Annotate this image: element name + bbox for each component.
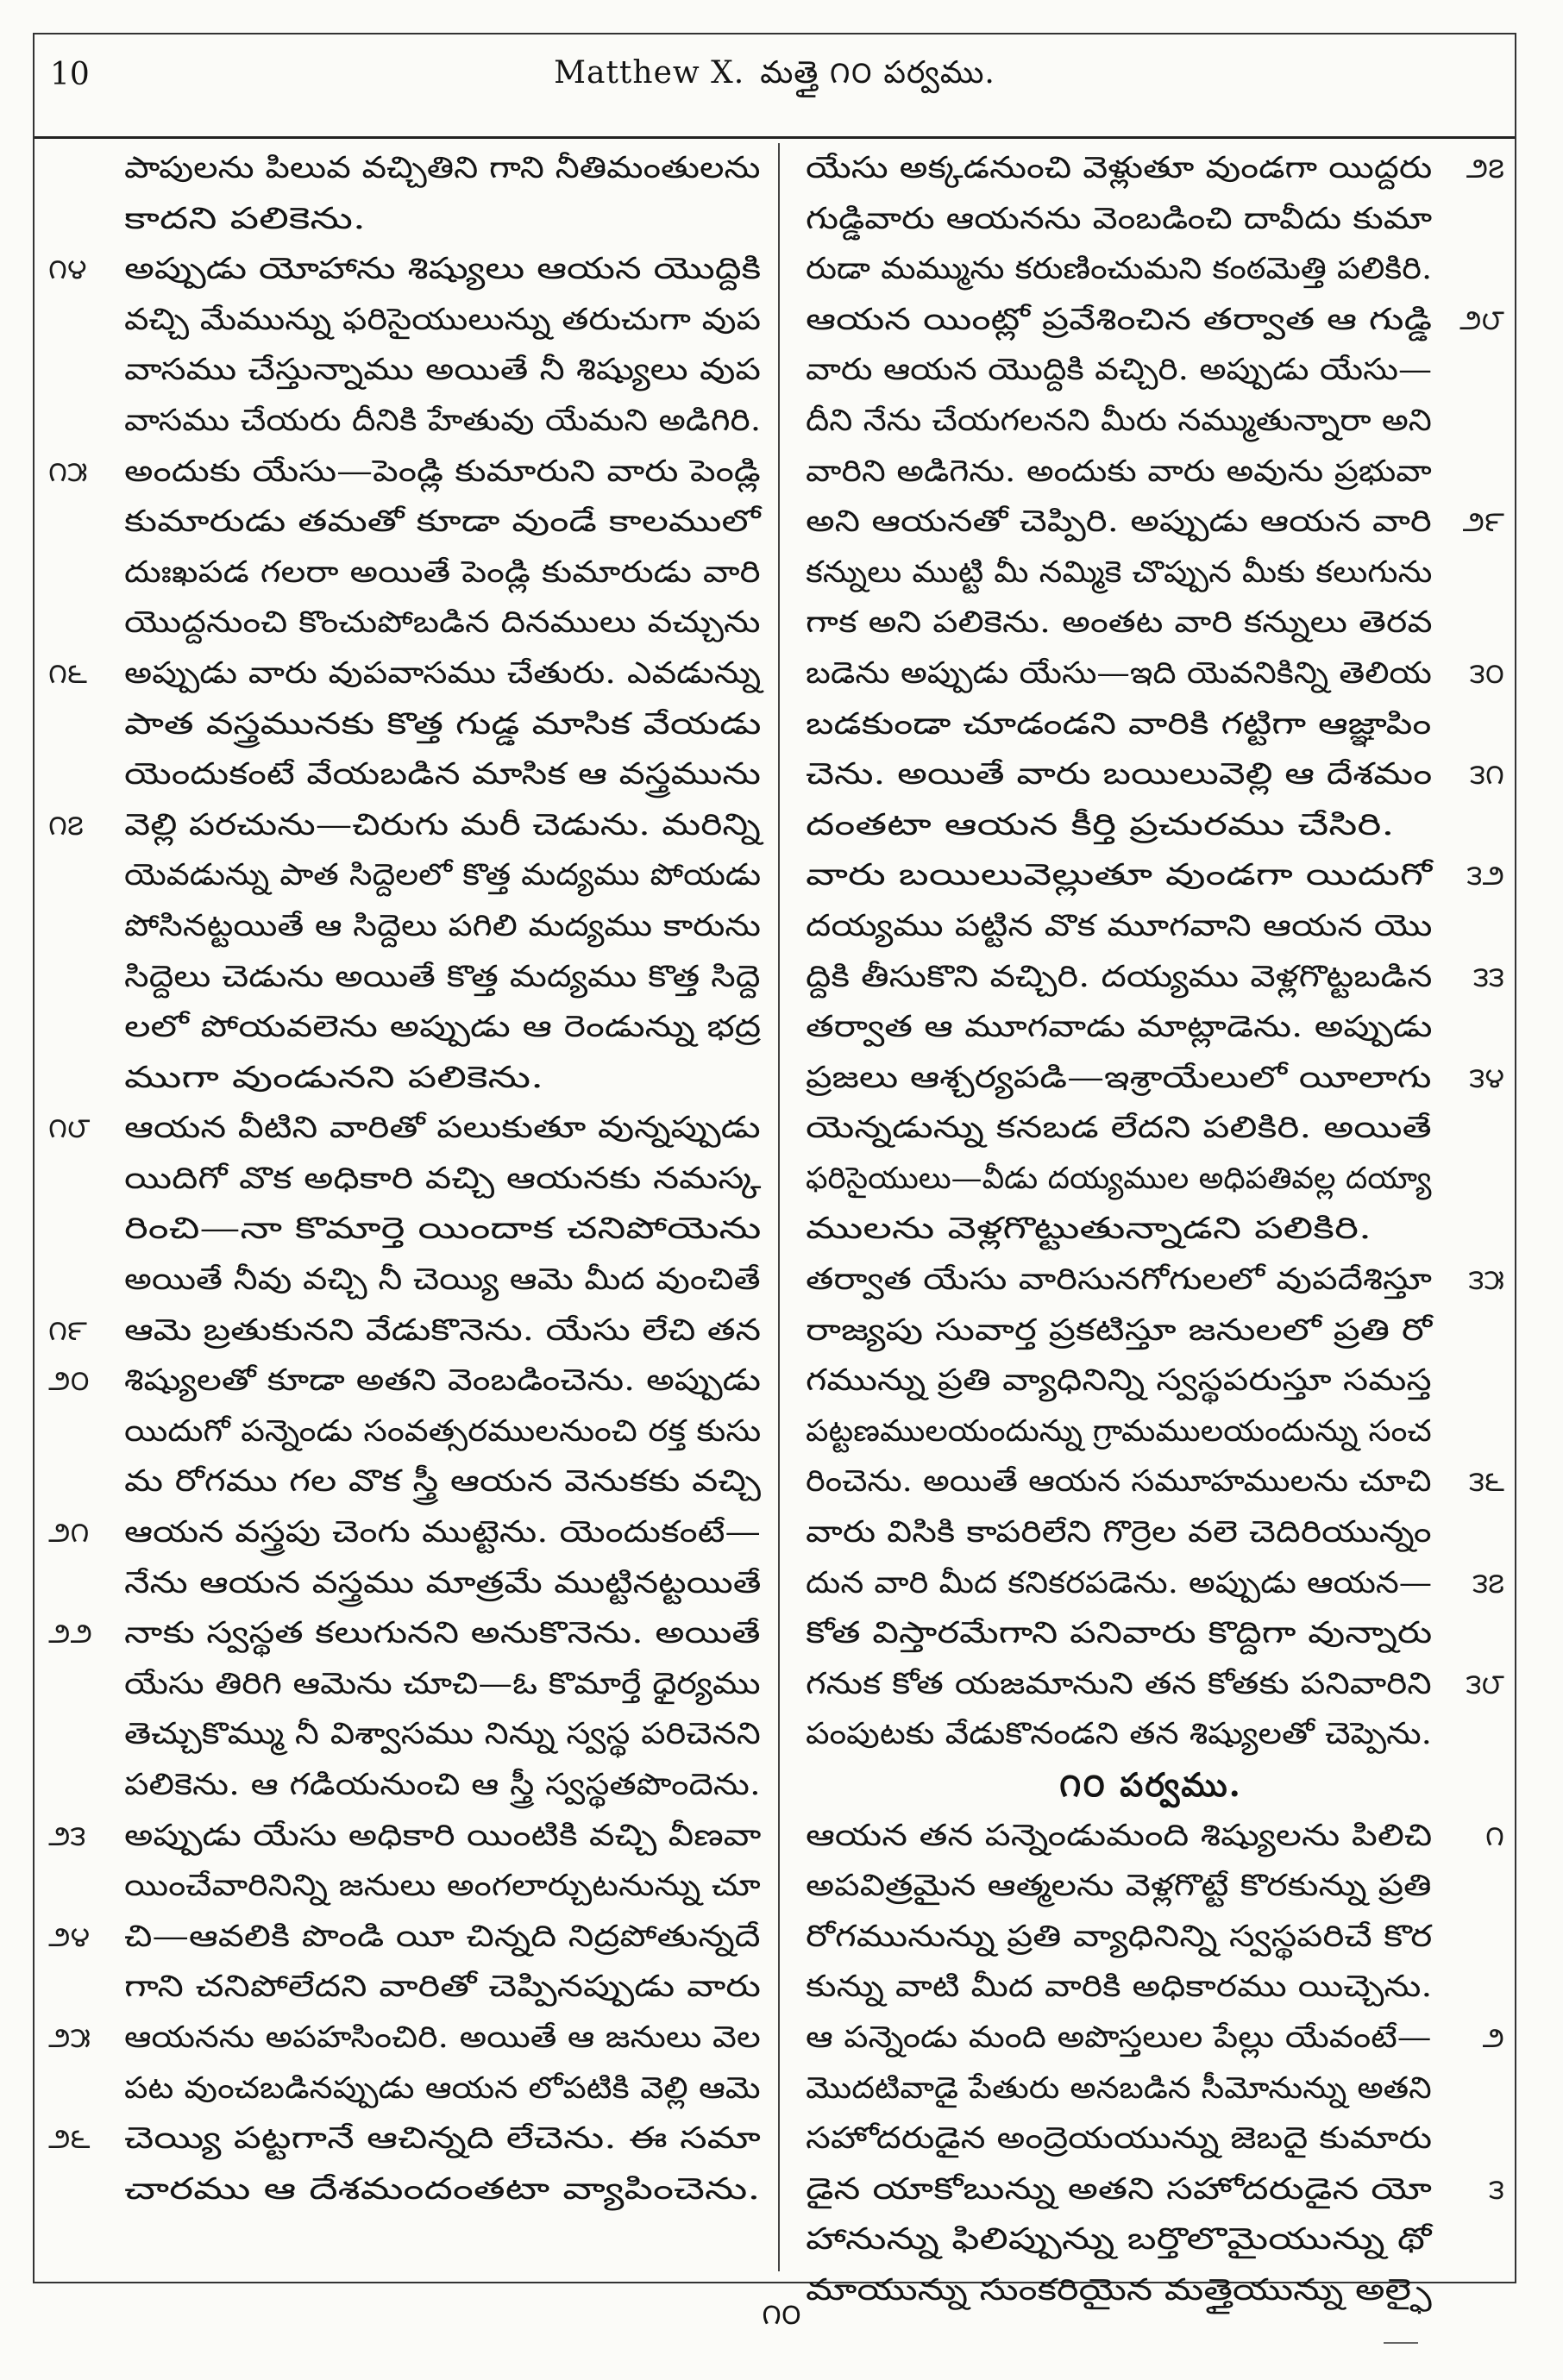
verse-number: ౨౬ — [48, 2121, 91, 2156]
verse-number: ౩౬ — [1468, 1464, 1504, 1499]
text-line — [787, 1053, 1515, 1104]
running-title-english: Matthew X. — [554, 55, 745, 91]
text-line — [787, 1306, 1515, 1356]
line-text: తర్వాత ఆ మూగవాడు మాట్లాడెను. అప్పుడు — [806, 1010, 1433, 1045]
line-text: శిష్యులతో కూడా అతని వెంబడించెను. అప్పుడు — [124, 1363, 761, 1399]
line-text: అయితే నీవు వచ్చి నీ చెయ్యి ఆమె మీద వుంచితే — [124, 1262, 761, 1298]
text-line — [787, 1659, 1515, 1710]
text-line — [35, 901, 775, 952]
verse-number: ౧౪ — [48, 252, 87, 286]
line-text: లలో పోయవలెను అప్పుడు ఆ రెండున్ను భద్ర — [124, 1010, 762, 1045]
text-line — [787, 1962, 1515, 2013]
line-text: సిద్దెలు చెడును అయితే కొత్త మద్యము కొత్త సిద్దె — [124, 959, 761, 994]
text-line — [787, 2013, 1515, 2064]
line-text: నాకు స్వస్థత కలుగునని అనుకొనెను. అయితే — [124, 1616, 761, 1651]
text-line — [35, 447, 775, 498]
line-text: కుమారుడు తమతో కూడా వుండే కాలములో — [124, 504, 761, 540]
text-line — [787, 1912, 1515, 1963]
running-title — [35, 55, 1515, 98]
line-text: దీని నేను చేయగలనని మీరు నమ్ముతున్నారా అని — [806, 403, 1432, 438]
text-line — [35, 1811, 775, 1862]
line-text: యిదిగో వొక అధికారి వచ్చి ఆయనకు నమస్క — [124, 1161, 762, 1196]
verse-number: ౩౨ — [1466, 858, 1504, 892]
line-text: కోత విస్తారమేగాని పనివారు కొద్దిగా వున్నారు — [806, 1616, 1433, 1651]
text-line — [35, 244, 775, 295]
text-line — [35, 1002, 775, 1053]
text-line — [35, 1709, 775, 1760]
line-text: చి—ఆవలికి పొండి యీ చిన్నది నిద్రపోతున్నదే — [124, 1919, 761, 1954]
line-text: యెవడున్ను పాత సిద్దెలలో కొత్త మద్యము పోయడు — [124, 858, 762, 893]
text-line — [35, 1306, 775, 1356]
verse-number: ౧౮ — [48, 1111, 91, 1145]
text-line — [35, 295, 775, 346]
line-text: గాక అని పలికెను. అంతట వారి కన్నులు తెరవ — [806, 605, 1433, 641]
verse-number: ౩౫ — [1468, 1262, 1504, 1297]
line-text: కాదని పలికెను. — [124, 201, 366, 236]
line-text: దుఃఖపడ గలరా అయితే పెండ్లి కుమారుడు వారి — [124, 554, 761, 590]
verse-number: ౨౦ — [48, 1363, 90, 1398]
verse-number: ౧౫ — [48, 454, 88, 488]
line-text: చెయ్యి పట్టగానే ఆచిన్నది లేచెను. ఈ సమా — [124, 2121, 761, 2157]
line-text: అప్పుడు యేసు అధికారి యింటికి వచ్చి వీణవా — [124, 1818, 762, 1853]
line-text: బడెను అప్పుడు యేసు—ఇది యెవనికిన్ని తెలియ — [806, 655, 1432, 691]
line-text: మొదటివాడై పేతురు అనబడిన సీమోనున్ను అతని — [806, 2070, 1432, 2106]
text-line — [787, 548, 1515, 598]
left-column — [35, 143, 775, 2266]
verse-number: ౩౪ — [1469, 1060, 1504, 1094]
text-line — [35, 548, 775, 598]
right-column — [787, 143, 1515, 2308]
text-line — [35, 2164, 775, 2215]
text-line — [787, 648, 1515, 699]
page-header — [35, 34, 1515, 139]
line-text: పంపుటకు వేడుకొనండని తన శిష్యులతో చెప్పెను. — [806, 1717, 1432, 1752]
text-line — [35, 1760, 775, 1811]
verse-number: ౩౧ — [1470, 757, 1504, 792]
text-line — [35, 143, 775, 194]
line-text: గనుక కోత యజమానుని తన కోతకు పనివారిని — [806, 1666, 1432, 1701]
line-text: రోగమునున్ను ప్రతి వ్యాధినిన్ని స్వస్థపరిచే కొర — [806, 1919, 1433, 1954]
text-line — [787, 1154, 1515, 1205]
line-text: అందుకు యేసు—పెండ్లి కుమారుని వారు పెండ్లి — [124, 454, 761, 489]
text-line — [787, 952, 1515, 1003]
verse-number: ౩౦ — [1469, 655, 1504, 690]
line-text: కన్నులు ముట్టి మీ నమ్మికె చొప్పున మీకు కలుగును — [806, 554, 1433, 590]
verse-number: ౩ — [1488, 2171, 1504, 2206]
text-line — [35, 1659, 775, 1710]
verse-number: ౧౭ — [48, 807, 84, 842]
line-text: ఆయనను అపహసించిరి. అయితే ఆ జనులు వెల — [124, 2020, 761, 2055]
text-line — [35, 1507, 775, 1558]
line-text: పలికెను. ఆ గడియనుంచి ఆ స్త్రీ స్వస్థతపొందెను. — [124, 1768, 761, 1802]
line-text: పట్టణములయందున్ను గ్రామములయందున్ను సంచ — [806, 1413, 1432, 1449]
line-text: గుడ్డివారు ఆయనను వెంబడించి దావీదు కుమా — [806, 201, 1433, 236]
line-text: వెల్లి పరచును—చిరుగు మరీ చెడును. మరిన్ని — [124, 807, 761, 842]
line-text: రించెను. అయితే ఆయన సమూహములను చూచి — [806, 1464, 1432, 1500]
text-line — [35, 1053, 775, 1104]
line-text: చెను. అయితే వారు బయిలువెల్లి ఆ దేశమం — [806, 757, 1433, 792]
line-text: అపవిత్రమైన ఆత్మలను వెళ్లగొట్టే కొరకున్ను ప్రతి — [806, 1869, 1432, 1904]
line-text: ఆమె బ్రతుకునని వేడుకొనెను. యేసు లేచి తన — [124, 1312, 762, 1348]
text-line — [35, 1356, 775, 1406]
line-text: రించి—నా కొమార్తె యిందాక చనిపోయెను — [124, 1212, 762, 1247]
line-text: గాని చనిపోలేదని వారితో చెప్పినప్పుడు వారు — [124, 1970, 761, 2005]
line-text: వారు ఆయన యొద్దికి వచ్చిరి. అప్పుడు యేసు— — [806, 353, 1433, 388]
line-text: ఆయన యింట్లో ప్రవేశించిన తర్వాత ఆ గుడ్డి — [806, 302, 1432, 337]
verse-number: ౧౯ — [48, 1312, 87, 1347]
text-line — [787, 1507, 1515, 1558]
text-line — [787, 1255, 1515, 1306]
text-line — [787, 1103, 1515, 1154]
line-text: వాసము చేస్తున్నాము అయితే నీ శిష్యులు వుప — [124, 353, 762, 388]
text-line — [35, 749, 775, 800]
text-line — [35, 1912, 775, 1963]
text-line — [35, 1204, 775, 1255]
column-divider — [778, 143, 780, 2271]
text-line — [35, 1406, 775, 1457]
text-line — [787, 850, 1515, 901]
line-text: హానున్ను ఫిలిప్పున్ను బర్తొలొమైయున్ను థో — [806, 2222, 1432, 2258]
text-line — [35, 1154, 775, 1205]
line-text: యొద్దనుంచి కొంచుపోబడిన దినములు వచ్చును — [124, 605, 761, 641]
line-text: యెందుకంటే వేయబడిన మాసిక ఆ వస్త్రమును — [124, 757, 761, 792]
text-line — [35, 1608, 775, 1659]
text-line — [35, 598, 775, 648]
text-line — [787, 143, 1515, 194]
line-text: పాత వస్త్రమునకు కొత్త గుడ్డ మాసిక వేయడు — [124, 706, 762, 742]
line-text: ప్రజలు ఆశ్చర్యపడి—ఇశ్రాయేలులో యీలాగు — [806, 1060, 1432, 1095]
text-line — [35, 648, 775, 699]
line-text: యించేవారినిన్ని జనులు అంగలార్చుటనున్ను చూ — [124, 1869, 761, 1904]
text-line — [35, 497, 775, 548]
text-line — [35, 952, 775, 1003]
text-line — [787, 1861, 1515, 1912]
line-text: రాజ్యపు సువార్త ప్రకటిస్తూ జనులలో ప్రతి రో — [806, 1312, 1433, 1348]
text-line — [787, 396, 1515, 447]
line-text: యెన్నడున్ను కనబడ లేదని పలికిరి. అయితే — [806, 1111, 1432, 1146]
text-line — [35, 800, 775, 851]
line-text: అని ఆయనతో చెప్పిరి. అప్పుడు ఆయన వారి — [806, 504, 1432, 540]
chapter-heading: ౧౦ పర్వము. — [1059, 1765, 1242, 1804]
line-text: పాపులను పిలువ వచ్చితిని గాని నీతిమంతులను — [124, 151, 761, 185]
text-line — [35, 699, 775, 750]
text-line — [787, 749, 1515, 800]
line-text: యేసు అక్కడనుంచి వెళ్లుతూ వుండగా యిద్దరు — [806, 151, 1433, 185]
text-line — [787, 1608, 1515, 1659]
text-line — [35, 1962, 775, 2013]
line-text: పోసినట్టయితే ఆ సిద్దెలు పగిలి మద్యము కారును — [124, 908, 761, 943]
line-text: నేను ఆయన వస్త్రము మాత్రమే ముట్టినట్టయితే — [124, 1565, 762, 1600]
line-text: డైన యాకోబున్ను అతని సహోదరుడైన యో — [806, 2171, 1432, 2207]
text-line — [787, 699, 1515, 750]
text-line — [787, 1356, 1515, 1406]
line-text: ముగా వుండునని పలికెను. — [124, 1060, 544, 1095]
text-line — [787, 2114, 1515, 2164]
text-line — [787, 2164, 1515, 2215]
text-line — [35, 2064, 775, 2114]
verse-number: ౨౨ — [48, 1616, 93, 1650]
line-text: అప్పుడు వారు వుపవాసము చేతురు. ఎవడున్ను — [124, 655, 762, 691]
line-text: దంతటా ఆయన కీర్తి ప్రచురము చేసిరి. — [806, 807, 1395, 842]
text-line — [787, 345, 1515, 396]
text-line — [787, 1558, 1515, 1609]
line-text: ద్దికి తీసుకొని వచ్చిరి. దయ్యము వెళ్లగొట్టబడిన — [806, 959, 1433, 994]
text-line — [787, 1456, 1515, 1507]
text-line — [35, 194, 775, 245]
line-text: రుడా మమ్మును కరుణించుమని కంఠమెత్తి పలికిరి. — [806, 252, 1433, 287]
page-number: 10 — [50, 57, 90, 92]
text-line — [787, 1709, 1515, 1760]
line-text: ఫరిసైయులు—వీడు దయ్యముల అధిపతివల్ల దయ్యా — [806, 1161, 1432, 1196]
text-line — [35, 1456, 775, 1507]
text-line — [787, 1204, 1515, 1255]
text-line — [787, 295, 1515, 346]
line-text: యిదుగో పన్నెండు సంవత్సరములనుంచి రక్త కుసు — [124, 1413, 762, 1449]
verse-number: ౨ — [1482, 2020, 1504, 2054]
verse-number: ౩౮ — [1466, 1666, 1504, 1700]
text-line — [35, 2114, 775, 2164]
text-line — [35, 1255, 775, 1306]
text-line — [787, 194, 1515, 245]
line-text: తెచ్చుకొమ్ము నీ విశ్వాసము నిన్ను స్వస్థ పరిచెనని — [124, 1717, 761, 1752]
line-text: చారము ఆ దేశమందంతటా వ్యాపించెను. — [124, 2171, 761, 2207]
text-line — [787, 497, 1515, 548]
footer-page-number: ౧౦ — [762, 2297, 801, 2332]
verse-number: ౩౩ — [1472, 959, 1504, 993]
line-text: మ రోగము గల వొక స్త్రీ ఆయన వెనుకకు వచ్చి — [124, 1464, 762, 1500]
text-line — [787, 901, 1515, 952]
verse-number: ౨౮ — [1459, 302, 1504, 336]
verse-number: ౧౬ — [48, 655, 87, 690]
line-text: ములను వెళ్లగొట్టుతున్నాడని పలికిరి. — [806, 1212, 1372, 1247]
verse-number: ౨౯ — [1462, 504, 1504, 539]
text-line — [35, 1558, 775, 1609]
margin-mark — [1384, 2342, 1418, 2346]
page-frame — [33, 33, 1516, 2308]
verse-number: ౨౩ — [48, 1818, 86, 1852]
line-text: గమున్ను ప్రతి వ్యాధినిన్ని స్వస్థపరుస్తూ సమస్త — [806, 1363, 1432, 1399]
text-line — [787, 447, 1515, 498]
text-line — [787, 1811, 1515, 1862]
line-text: వారిని అడిగెను. అందుకు వారు అవును ప్రభువా — [806, 454, 1432, 489]
line-text: మాయున్ను సుంకరియైన మత్తైయున్ను అల్ఫై — [806, 2272, 1432, 2308]
line-text: వారు విసికి కాపరిలేని గొర్రెల వలె చెదిరియున్నం — [806, 1515, 1432, 1550]
verse-number: ౩౭ — [1472, 1565, 1504, 1600]
verse-number: ౨౪ — [48, 1919, 91, 1953]
line-text: బడకుండా చూడండని వారికి గట్టిగా ఆజ్ఞాపిం — [806, 706, 1432, 742]
verse-number: ౨౧ — [48, 1515, 90, 1550]
text-line — [35, 850, 775, 901]
text-line — [35, 396, 775, 447]
text-line — [787, 244, 1515, 295]
line-text: తర్వాత యేసు వారిసునగోగులలో వుపదేశిస్తూ — [806, 1262, 1432, 1298]
verse-number: ౨౫ — [48, 2020, 91, 2054]
line-text: ఆయన వస్త్రపు చెంగు ముట్టెను. యెందుకంటే— — [124, 1515, 761, 1550]
text-line — [35, 345, 775, 396]
line-text: కున్ను వాటి మీద వారికి అధికారము యిచ్చెను. — [806, 1970, 1433, 2005]
verse-number: ౨౭ — [1466, 151, 1504, 185]
line-text: ఆయన వీటిని వారితో పలుకుతూ వున్నప్పుడు — [124, 1111, 761, 1146]
line-text: వారు బయిలువెల్లుతూ వుండగా యిదుగో — [806, 858, 1433, 893]
text-line — [787, 1002, 1515, 1053]
line-text: అప్పుడు యోహాను శిష్యులు ఆయన యొద్దికి — [124, 252, 762, 287]
line-text: వచ్చి మేమున్ను ఫరిసైయులున్ను తరుచుగా వుప — [124, 302, 762, 337]
line-text: ఆయన తన పన్నెండుమంది శిష్యులను పిలిచి — [806, 1818, 1433, 1853]
line-text: దయ్యము పట్టిన వొక మూగవాని ఆయన యొ — [806, 908, 1433, 943]
line-text: దున వారి మీద కనికరపడెను. అప్పుడు ఆయన— — [806, 1565, 1433, 1600]
line-text: వాసము చేయరు దీనికి హేతువు యేమని అడిగిరి. — [124, 403, 762, 438]
line-text: సహోదరుడైన అంద్రెయయున్ను జెబదై కుమారు — [806, 2121, 1433, 2157]
line-text: ఆ పన్నెండు మంది అపొస్తలుల పేల్లు యేవంటే— — [806, 2020, 1432, 2055]
text-line — [35, 2013, 775, 2064]
text-line — [787, 2214, 1515, 2265]
text-line — [787, 2064, 1515, 2114]
text-line — [35, 1103, 775, 1154]
text-line — [787, 1406, 1515, 1457]
text-line — [787, 800, 1515, 851]
line-text: యేసు తిరిగి ఆమెను చూచి—ఓ కొమార్తే ధైర్యము — [124, 1666, 761, 1701]
verse-number: ౧ — [1485, 1818, 1504, 1852]
text-line — [787, 598, 1515, 648]
text-line — [35, 1861, 775, 1912]
running-title-telugu: మత్తై ౧౦ పర్వము. — [760, 55, 995, 91]
line-text: పట వుంచబడినప్పుడు ఆయన లోపటికి వెల్లి ఆమె — [124, 2070, 761, 2106]
